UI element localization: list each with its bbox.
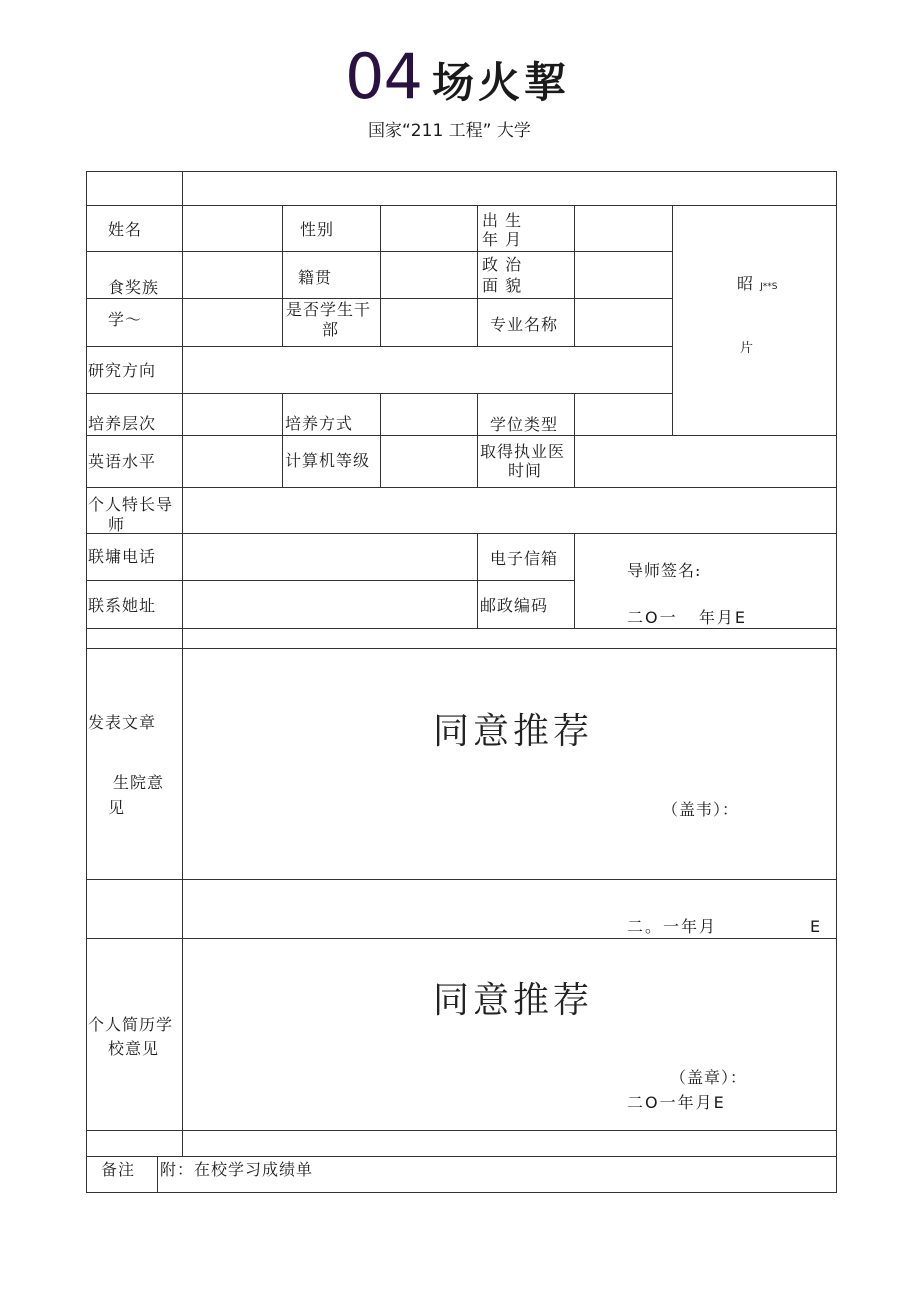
license-label-1: 取得执业医 — [480, 442, 566, 461]
resume-school-label-2: 校意见 — [108, 1039, 160, 1058]
training-level-label: 培养层次 — [88, 414, 157, 433]
college-opinion-label-1: 生院意 — [113, 773, 165, 792]
school-date: 二O一年月E — [627, 1093, 726, 1112]
advisor-date: 二O一 年月E — [627, 608, 747, 627]
advisor-signature-label: 导师签名: — [627, 561, 702, 580]
remarks-label: 备注 — [101, 1160, 136, 1179]
title-number: 04 — [345, 40, 422, 113]
college-seal-label: （盖韦）： — [662, 800, 740, 819]
photo-note: J**S — [760, 282, 778, 292]
name-label: 姓名 — [108, 220, 143, 239]
gender-label: 性别 — [300, 220, 335, 239]
english-level-label: 英语水平 — [88, 452, 157, 471]
birth-label-2: 年 月 — [482, 230, 523, 249]
political-label-2: 面 貌 — [482, 276, 523, 295]
papers-label: 发表文章 — [88, 713, 157, 732]
college-recommend-text: 同意推荐 — [433, 711, 594, 752]
address-label: 联系她址 — [88, 596, 157, 615]
ethnicity-label: 食奖族 — [108, 278, 160, 297]
license-label-2: 时间 — [508, 461, 543, 480]
school-seal-label: （盖章）： — [670, 1068, 748, 1087]
title-text: 场火挈 — [432, 58, 571, 107]
remarks-text: 附：在校学习成绩单 — [160, 1160, 314, 1179]
native-place-label: 籍贯 — [298, 268, 333, 287]
email-label: 电子信箱 — [490, 549, 559, 568]
political-label-1: 政 治 — [482, 255, 523, 274]
school-recommend-text: 同意推荐 — [433, 980, 594, 1021]
resume-school-label-1: 个人简历学 — [88, 1015, 174, 1034]
phone-label: 联墉电话 — [88, 547, 157, 566]
student-id-label: 学～ — [108, 310, 143, 329]
computer-level-label: 计算机等级 — [285, 451, 371, 470]
birth-label-1: 出 生 — [482, 211, 523, 230]
cadre-label-1: 是否学生干 — [286, 300, 372, 319]
cadre-label-2: 部 — [322, 320, 340, 339]
research-direction-label: 研究方向 — [88, 361, 157, 380]
major-label: 专业名称 — [490, 315, 559, 334]
postcode-label: 邮政编码 — [480, 596, 549, 615]
degree-type-label: 学位类型 — [490, 415, 559, 434]
college-date: 二。一年月 — [627, 917, 718, 936]
photo-label: 昭 J**S — [737, 274, 778, 293]
subtitle: 国家“211 工程” 大学 — [368, 121, 531, 141]
college-date-day: E — [810, 917, 822, 936]
specialty-label-2: 师 — [108, 515, 126, 534]
college-opinion-label-2: 见 — [108, 798, 126, 817]
specialty-label-1: 个人特长导 — [88, 495, 174, 514]
photo-label-2: 片 — [740, 341, 755, 356]
training-mode-label: 培养方式 — [285, 414, 354, 433]
